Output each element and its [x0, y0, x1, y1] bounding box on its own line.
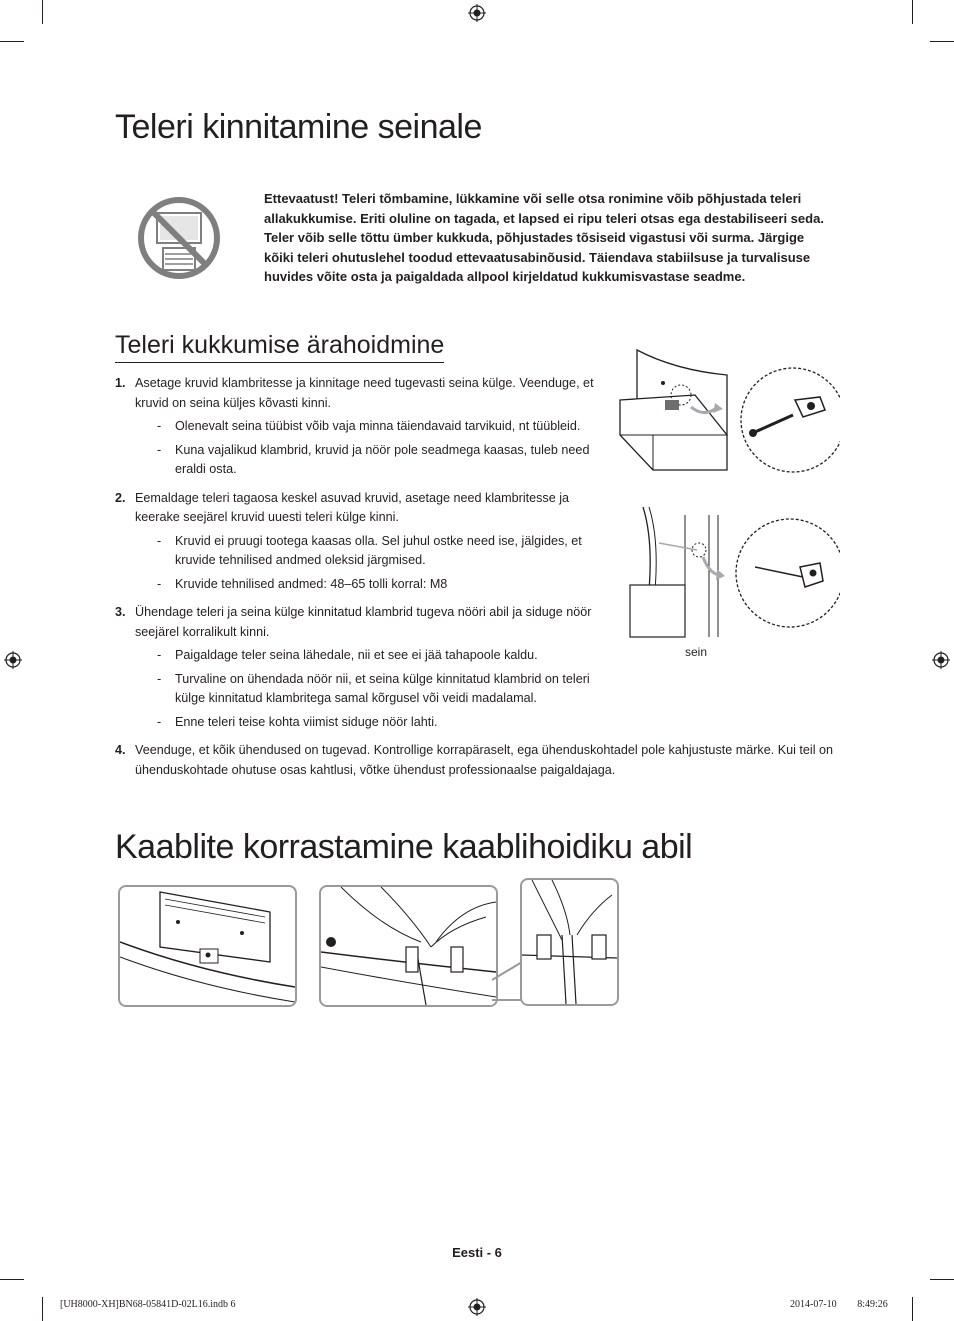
step-text: Eemaldage teleri tagaosa keskel asuvad kruvid, asetage need klambritesse ja keerake seejärel kruvid uuesti teleri külge kinni.: [135, 490, 570, 524]
step-item: [115, 489, 595, 595]
page-title: Teleri kinnitamine seinale: [115, 108, 482, 146]
steps-list: [115, 374, 834, 789]
crop-mark: [42, 0, 43, 24]
crop-mark: [0, 41, 24, 42]
cable-holder-panel-2: [319, 885, 498, 1007]
sub-marker: -: [157, 714, 162, 729]
step-number: 3.: [115, 605, 126, 619]
sub-text: Olenevalt seina tüübist võib vaja minna täiendavaid tarvikuid, nt tüübleid.: [175, 419, 581, 433]
sub-item: [135, 670, 595, 709]
wall-bracket-illustration: [615, 345, 840, 475]
crop-mark: [0, 1279, 24, 1280]
step-number: 2.: [115, 490, 126, 505]
step-text: Asetage kruvid klambritesse ja kinnitage need tugevasti seina külge. Veenduge, et kruvid on seina küljes kõvasti kinni.: [135, 376, 594, 410]
crop-mark: [930, 1279, 954, 1280]
sub-text: Enne teleri teise kohta viimist siduge nöör lahti.: [175, 714, 438, 729]
sub-item: [135, 575, 595, 595]
crop-mark: [912, 1297, 913, 1321]
page-number: Eesti - 6: [452, 1245, 502, 1260]
registration-mark-icon: [468, 4, 486, 22]
step-number: 4.: [115, 743, 126, 757]
step-item: [115, 603, 595, 732]
crop-mark: [42, 1297, 43, 1321]
registration-mark-icon: [4, 651, 22, 669]
crop-mark: [930, 41, 954, 42]
registration-mark-icon: [468, 1298, 486, 1316]
sub-item: [135, 441, 595, 480]
cable-clip-detail-illustration: [522, 880, 617, 1004]
sub-item: [135, 713, 595, 733]
sub-marker: -: [157, 648, 162, 662]
sub-marker: -: [157, 419, 162, 433]
sub-marker: -: [157, 533, 162, 548]
tv-back-illustration: [120, 887, 295, 1005]
step-item: [115, 741, 855, 780]
section-heading: Teleri kukkumise ärahoidmine: [115, 331, 444, 363]
slug-left: [UH8000-XH]BN68-05841D-02L16.indb 6: [60, 1299, 236, 1310]
cable-holder-panel-1: [118, 885, 297, 1007]
sub-text: Kuna vajalikud klambrid, kruvid ja nöör pole seadmega kaasas, tuleb need eraldi osta.: [175, 442, 590, 476]
sub-item: [135, 417, 595, 437]
sub-text: Paigaldage teler seina lähedale, nii et see ei jää tahapoole kaldu.: [175, 648, 538, 662]
section-title: Kaablite korrastamine kaablihoidiku abil: [115, 828, 693, 866]
sub-text: Kruvid ei pruugi tootega kaasas olla. Sel juhul ostke need ise, jälgides, et kruvide tehnilised andmed oleksid järgmised.: [175, 533, 582, 567]
sub-marker: -: [157, 442, 162, 457]
sub-text: Kruvide tehnilised andmed: 48–65 tolli korral: M8: [175, 576, 448, 591]
step-item: [115, 374, 595, 480]
cable-clip-illustration: [321, 887, 496, 1005]
registration-mark-icon: [932, 651, 950, 669]
warning-text: Ettevaatust! Teleri tõmbamine, lükkamine või selle otsa ronimine võib põhjustada teleri allakukkumise. Eriti oluline on tagada, et lapsed ei ripu teleri otsas ega destabiliseeri seda. Teler võib selle tõttu ümber kukkuda, põhjustades tõsiseid vigastusi või surma. Järgige kõiki teleri ohutuslehel toodud ettevaatusabinõusid. Täiendava stabiilsuse ja turvalisuse huvides võite osta ja paigaldada allpool kirjeldatud kukkumisvastase seadme.: [264, 191, 824, 284]
sub-marker: -: [157, 671, 162, 686]
step-text: Ühendage teleri ja seina külge kinnitatud klambrid tugeva nööri abil ja siduge nöör seejärel korralikult kinni.: [135, 605, 592, 639]
crop-mark: [912, 0, 913, 24]
step-text: Veenduge, et kõik ühendused on tugevad. Kontrollige korrapäraselt, ega ühenduskohtadel pole kahjustuste märke. Kui teil on ühenduskohtade ohutuse osas kahtlusi, võtke ühendust professionaalse paigaldajaga.: [135, 743, 834, 777]
step-number: 1.: [115, 376, 126, 390]
cable-holder-detail-panel: [520, 878, 619, 1006]
wall-cord-illustration: [625, 505, 840, 640]
no-climbing-tv-icon: [137, 196, 221, 280]
slug-right: 2014-07-10 ￿￿ 8:49:26: [790, 1299, 888, 1310]
sub-marker: -: [157, 576, 162, 591]
wall-label: sein: [685, 645, 708, 659]
sub-item: [135, 532, 595, 571]
sub-item: [135, 646, 595, 666]
sub-text: Turvaline on ühendada nöör nii, et seina külge kinnitatud klambrid on teleri külge kinnitatud klambritega samal kõrgusel või veidi madalamal.: [175, 671, 590, 705]
